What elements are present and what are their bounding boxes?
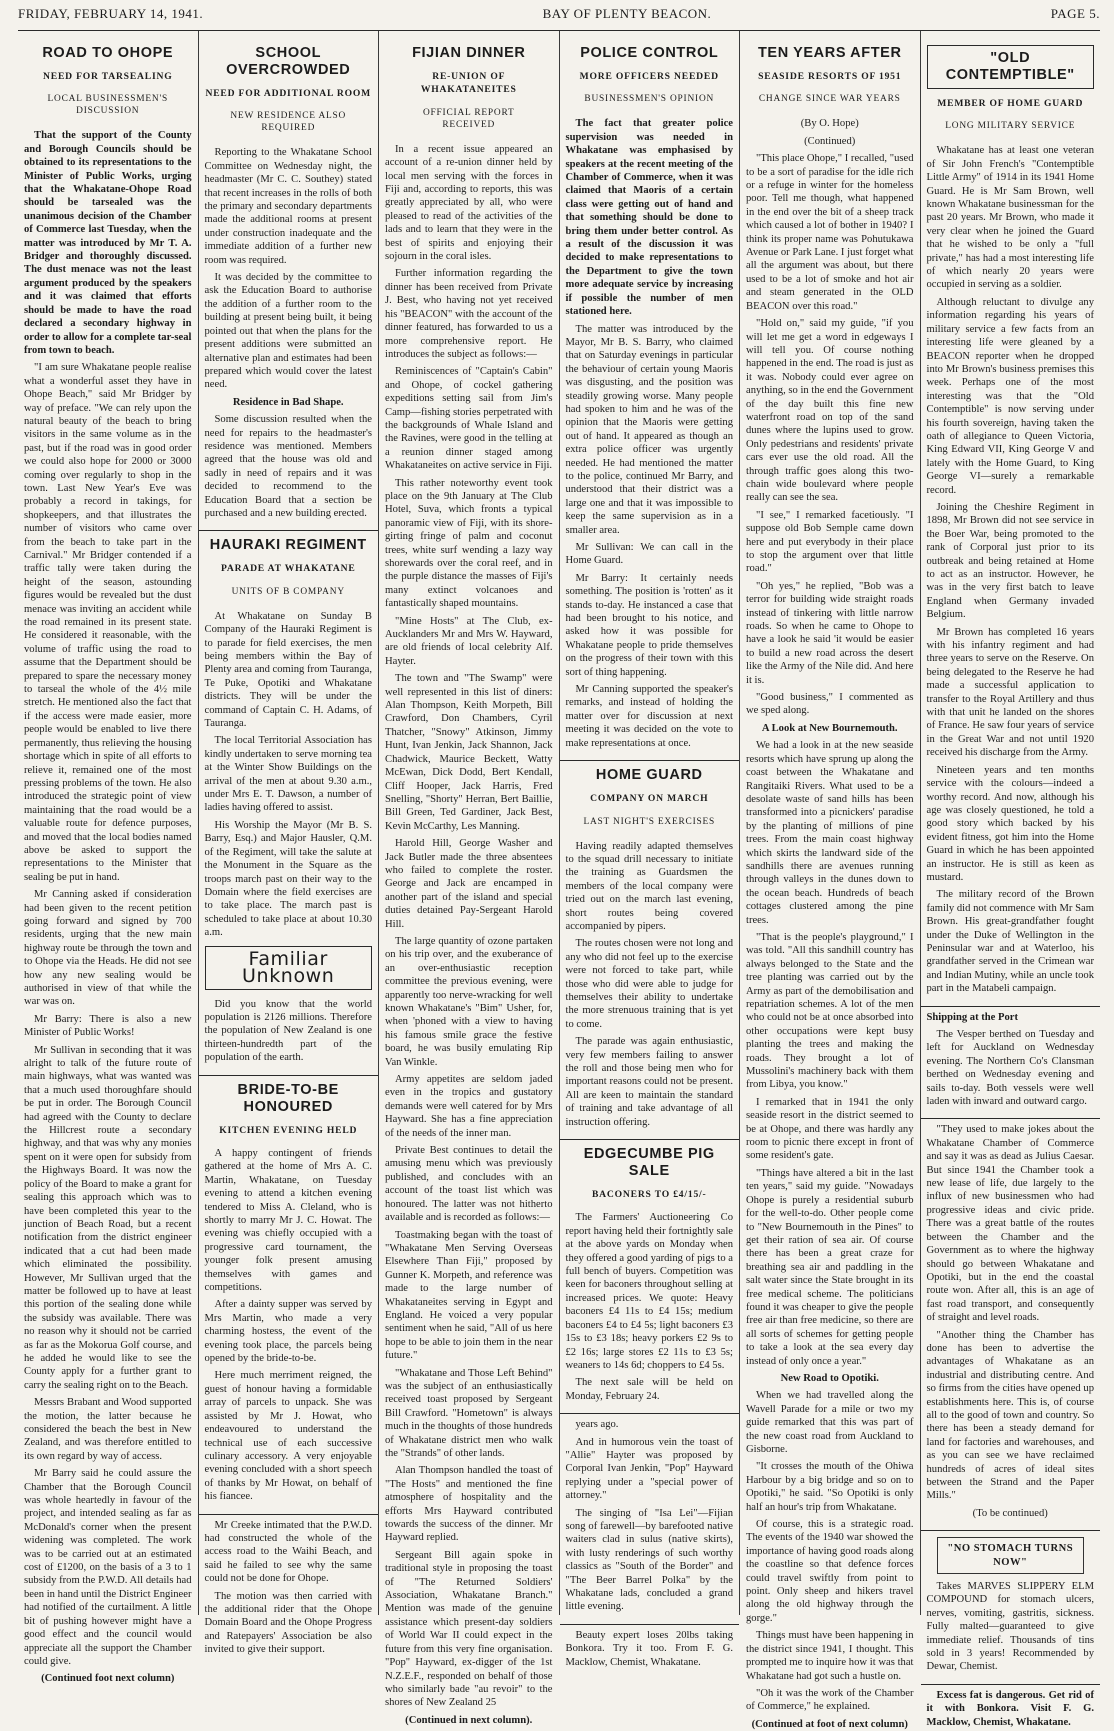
- article-lead: The fact that greater police supervision was needed in Whakatane was emphasised by speakers at the recent meeting of the Chamber of Commerce, when it was claimed that Maoris of a certain class were getting out of hand and that something should be done to bring them under better control. As a result of the discussion it was decided to make representations to the Department to give the town more adequate service by increasing if possible the number of men stationed here.: [565, 118, 733, 318]
- divider: [921, 1684, 1101, 1685]
- article-headline: EDGECUMBE PIG SALE: [583, 1146, 715, 1180]
- article-paragraph: The Farmers' Auctioneering Co report having held their fortnightly sale at the above yards on Monday when they offered a good yarding of pigs to a full bench of buyers. Competition was keen for baconers throughout selling at increased prices. We quote: Heavy baconers £4 11s to £4 15s; medium baconers £4 to £4 5s; light baconers £3 15s to £3 18s; heavy porkers £2 9s to £2 16s; large stores £2 11s to £3 5s; weaners to 14s 6d; choppers to £4 5s.: [565, 1212, 733, 1371]
- divider: [560, 1139, 740, 1140]
- article-paragraph: Harold Hill, George Washer and Jack Butler made the three absentees who failed to complete the roster. George and Jack are encamped in another part of the island and special duties detained Pay-Sergeant Harold Hill.: [385, 838, 553, 930]
- article-paragraph: Mr Sullivan: We can call in the Home Guard.: [565, 542, 733, 567]
- article-paragraph: Sergeant Bill again spoke in traditional style in proposing the toast of "The Returned Soldiers' Association, Whakatane Branch." Mention was made of the genuine assistance which present-day soldiers of World War II could expect in the future from this very fine organisation. "Pop" Hayward, ex-digger of the 1st N.Z.E.F., responded on behalf of those who similarly bade "au revoir" to the shores of New Zealand 25: [385, 1549, 553, 1709]
- article-headline: "OLD CONTEMPTIBLE": [927, 45, 1095, 89]
- article-subhead: PARADE AT WHAKATANE: [220, 563, 356, 575]
- article-headline: Familiar Unknown: [205, 946, 373, 990]
- article-paragraph: The singing of "Isa Lei"—Fijian song of farewell—by barefooted native waiters clad in sulus (native skirts), with lusty renderings of such worthy classics as "South of the Border" and "The Beer Barrel Polka" by the Whakatane lads, concluded a grand little evening.: [565, 1507, 733, 1613]
- article-paragraph: Mr Sullivan in seconding that it was alright to talk of the future route of main highways, what was wanted was that a much used thoroughfare should be put in order. The Borough Council had agreed with the County to declare the Hillcrest route a secondary highway, and that was why any monies spent on it were open for subsidy from the Highways Board. It was now the policy of the Board to make a grant for sealing this approach which was to have been completed this year to the junction of Beach Road, but a recent notification from the district engineer indicated that a cut had been made which eliminated the possibility. However, Mr Sullivan urged that the matter be followed up to have at least this portion of the sealing done while the subsidy was available. There was no reason why it should not be carried as far as the Mokorua Golf course, and he added he would like to see the County apply for a further grant to carry the sealing right on to the Beach.: [24, 1044, 192, 1391]
- article-subhead: NEED FOR ADDITIONAL ROOM: [205, 88, 372, 99]
- article-headline: BRIDE-TO-BE HONOURED: [237, 1081, 339, 1115]
- section-subhead: New Road to Opotiki.: [780, 1372, 879, 1384]
- article-subhead: SEASIDE RESORTS OF 1951: [758, 71, 902, 82]
- article-paragraph: Reporting to the Whakatane School Committee on Wednesday night, the headmaster (Mr C. C. Southey) stated that recent increases in the rolls of both the primary and secondary departments made the additional rooms at present under construction inadequate and the immediate addition of a further new room was required.: [204, 147, 372, 266]
- article-paragraph: And in humorous vein the toast of "Allie" Hayter was proposed by Corporal Ivan Jenkin, "Pop" Hayward replying under a "special power of attorney.": [565, 1436, 733, 1502]
- advertisement: Takes MARVES SLIPPERY ELM COMPOUND for stomach ulcers, nerves, vomiting, gastritis, sickness. Fully malted—guaranteed to give immediate relief. Thousands of tins sold in 3 years! Recommended by Dewar, Chemist.: [926, 1581, 1094, 1673]
- masthead-date: FRIDAY, FEBRUARY 14, 1941.: [18, 6, 204, 21]
- article-paragraph: The military record of the Brown family did not commence with Mr Sam Brown. His great-grandfather fought under the Duke of Wellington in the Peninsular war and at Waterloo, his grandfather served in the Crimean war and Indian Mutiny, while an uncle took part in the Matabeli campaign.: [926, 889, 1094, 995]
- article-paragraph: The motion was then carried with the additional rider that the Ohope Domain Board and the Ohope Progress and Ratepayers' Association be also invited to give their support.: [204, 1590, 372, 1656]
- article-paragraph: Private Best continues to detail the amusing menu which was previously published, and concludes with an account of the toast list which was honoured. The latter was not hitherto available and is recorded as follows:—: [385, 1145, 553, 1224]
- article-paragraph: "Hold on," said my guide, "if you will let me get a word in edgeways I will tell you. Of course nothing happened in the end. The road is just as it was. Nobody could ever agree on anything, so in the end the Government of the day built this fine new waterfront road on top of the sand dunes where the lupins used to grow. Only pedestrians and residents' private cars ever use the old road. All the through traffic goes along this two-chain wide boulevard where people really can see the sea.: [746, 318, 914, 504]
- article-paragraph: Army appetites are seldom jaded even in the tropics and gustatory demands were well catered for by Mrs Hayward. She has a fine appreciation of the needs of the inner man.: [385, 1074, 553, 1139]
- column-3: [379, 31, 560, 1726]
- article-paragraph: Joining the Cheshire Regiment in 1898, Mr Brown did not see service in the Boer War, being promoted to the rank of Corporal just prior to its outbreak and being retained at Home to act as an instructor. However, he was in the very first batch to leave England when Germany invaded Belgium.: [926, 501, 1094, 621]
- section-subhead: A Look at New Bournemouth.: [761, 722, 898, 734]
- article-paragraph: After a dainty supper was served by Mrs Martin, who made a very charming hostess, the event of the evening took place, the parcels being opened by the bride-to-be.: [204, 1299, 372, 1365]
- article-paragraph: Mr Barry: There is also a new Minister of Public Works!: [24, 1013, 192, 1039]
- article-subhead: BUSINESSMEN'S OPINION: [584, 94, 715, 105]
- article-paragraph: Here much merriment reigned, the guest of honour having a formidable array of parcels to unpack. She was assisted by Mr J. Howat, who endeavoured to understand the technical use of each successive culinary accessory. A very enjoyable evening concluded with a short speech of thanks by Mr Howat, on behalf of his fiancee.: [204, 1370, 372, 1503]
- article-paragraph: The Vesper berthed on Tuesday and left for Auckland on Wednesday evening. The Northern Co's Clansman berthed on Wednesday evening and sails to-day. Both vessels were well laden with inward and outward cargo.: [926, 1029, 1094, 1108]
- advertisement-headline: "NO STOMACH TURNS NOW": [937, 1537, 1085, 1574]
- column-6: [921, 31, 1101, 1728]
- article-paragraph: Mr Creeke intimated that the P.W.D. had constructed the whole of the access road to the Waihi Beach, and said he failed to see why the same could not be done for Ohope.: [204, 1519, 372, 1585]
- article-paragraph: Nineteen years and ten months service with the colours—indeed a worthy record. And now, although his age was closely questioned, he told a good story which backed by his evident fitness, got him into the Home Guard in which he has been appointed an instructor. He is still as keen as mustard.: [926, 764, 1094, 883]
- advertisement: Beauty expert loses 20lbs taking Bonkora. Try it too. From F. G. Macklow, Chemist, Whakatane.: [565, 1629, 733, 1668]
- article-subhead: UNITS OF B COMPANY: [231, 586, 345, 597]
- article-paragraph: "Good business," I commented as we sped along.: [746, 692, 914, 717]
- article-headline: ROAD TO OHOPE: [42, 45, 174, 61]
- divider: [199, 1075, 379, 1076]
- article-paragraph: The local Territorial Association has kindly undertaken to serve morning tea at the Winter Show Buildings on the arrival of the men at about 9.30 a.m., under Mrs E. T. Dawson, a number of ladies having offered to assist.: [204, 735, 372, 814]
- article-paragraph: Mr Barry: It certainly needs something. The position is 'rotten' as it stands to-day. He instanced a case that had been brought to his notice, and asked how it was possible for Whakatane people to pride themselves on the progress of their town with this sort of thing happening.: [565, 572, 733, 678]
- article-paragraph: Although reluctant to divulge any information regarding his years of military service a few facts from an interesting life were gleaned by a BEACON reporter when he dropped into Mr Brown's business premises this week. Perhaps one of the most interesting was that the "Old Contemptible" is now serving under his fourth sovereign, having taken the oath of allegiance to Queen Victoria, King Edward VII, King George V and lately with the Home Guard, to King George VI—surely a remarkable record.: [926, 296, 1094, 496]
- article-subhead: NEW RESIDENCE ALSO REQUIRED: [230, 111, 347, 134]
- article-paragraph: "That is the people's playground," I was told. "All this sandhill country has always belonged to the State and the tree planting was carried out by the Army as part of the demobilisation and repatriation schemes. A lot of the men who could not be at once absorbed into other occupations were kept busy planting the trees and making the roads. They brought a lot of Mussolini's machinery back with them from Libya, you know.": [746, 931, 914, 1091]
- article-subhead: MEMBER OF HOME GUARD: [937, 98, 1084, 109]
- article-paragraph: years ago.: [575, 1419, 619, 1431]
- section-subhead: Residence in Bad Shape.: [232, 396, 344, 408]
- article-headline: TEN YEARS AFTER: [757, 45, 902, 61]
- article-paragraph: "This place Ohope," I recalled, "used to be a sort of paradise for the idle rich or a refuge in winter for the homeless poor. Tell me though, what happened in the end over the bit of a sheep track which caused a lot of bother in 1940? I think its proper name was Pohutukawa Avenue or Park Lane. I just forget what all the argument was about, but there used to be a lot of smoke and hot air and steam generated in the OLD BEACON over this road.": [746, 153, 914, 312]
- divider: [921, 1006, 1101, 1007]
- article-paragraph: Reminiscences of "Captain's Cabin" and Ohope, of cockel gathering expeditions setting sail from Jim's Camp—fishing stories perpetrated with the backgrounds of Whale Island and the Ravines, were good in the telling at a reunion dinner staged among Whakataneites on active service in Fiji.: [385, 366, 553, 472]
- column-5: [740, 31, 921, 1730]
- article-subhead: LOCAL BUSINESSMEN'S DISCUSSION: [47, 94, 168, 117]
- article-subhead: COMPANY ON MARCH: [590, 793, 709, 805]
- article-paragraph: His Worship the Mayor (Mr B. S. Barry, Esq.) and Major Hausler, Q.M. of the Regiment, will take the salute at the Monument in the Square as the troops march past on their way to the Domain where the field exercises are to take place. The march past is scheduled to take place at about 10.30 a.m.: [204, 819, 372, 939]
- article-paragraph: In a recent issue appeared an account of a re-union dinner held by local men serving with the forces in Fiji and, according to reports, this was greatly appreciated by all, who were pleased to read of the activities of the lads and to learn that they were in the best of spirits and enjoying their sojourn in the coral isles.: [385, 143, 553, 263]
- article-subhead: NEED FOR TARSEALING: [43, 71, 173, 82]
- masthead: [18, 6, 1100, 31]
- article-paragraph: I remarked that in 1941 the only seaside resort in the district seemed to be at Ohope, and there was hardly any room to picnic there except in front of some resident's gate.: [746, 1096, 914, 1162]
- article-paragraph: The routes chosen were not long and any who did not feel up to the exercise were not forced to take part, while those who did were able to judge for themselves their ability to undertake the more strenuous training that is yet to come.: [565, 938, 733, 1030]
- article-paragraph: Toastmaking began with the toast of "Whakatane Men Serving Overseas Elsewhere Than Fiji," proposed by Gunner K. Morpeth, and reference was made to the large number of Whakataneites serving in Egypt and England. He voiced a very popular sentiment when he said, "All of us here hope to be able to join them in the near future.": [385, 1229, 553, 1362]
- article-headline: POLICE CONTROL: [580, 45, 719, 61]
- article-paragraph: The town and "The Swamp" were well represented in this list of diners: Alan Thompson, Keith Morpeth, Bill Crawford, Don Chambers, Cyril Thatcher, "Snowy" Atkinson, Jimmy Hunt, Ivan Jenkin, Jack Shannon, Jack Chadwick, Maurice Beckett, Watty McEwan, Dick Dodd, Bert Kendall, Cliff Hooper, Jack Harris, Fred Snelling, "Shorty" Herran, Bert Baillie, Bill Green, Ted Gardiner, Jack Best, Kevin McCarthy, Les Manning.: [385, 673, 553, 832]
- article-paragraph: Mr Brown has completed 16 years with his infantry regiment and had three years to serve on the Reserve. On being delegated to the Reserve he had made a successful application to transfer to the Royal Artillery and thus with that unit he landed on the shores of France. He saw four years of service in the Great War and not until 1920 received his discharge from the Army.: [926, 626, 1094, 759]
- article-paragraph: "I see," I remarked facetiously. "I suppose old Bob Semple came down here and put everybody in their place to stop the argument over that little road.": [746, 509, 914, 575]
- divider: [560, 1413, 740, 1414]
- article-subhead: RE-UNION OF WHAKATANEITES: [420, 71, 517, 96]
- article-headline: HOME GUARD: [595, 767, 703, 784]
- article-paragraph: Did you know that the world population is 2126 millions. Therefore the population of New Zealand is one thirteen-hundredth part of the population of the earth.: [204, 998, 372, 1064]
- advertisement: Excess fat is dangerous. Get rid of it with Bonkora. Visit F. G. Macklow, Chemist, Whakatane.: [926, 1689, 1094, 1728]
- article-paragraph: "Oh yes," he replied, "Bob was a terror for building wide straight roads instead of tinkering with little narrow roads. So when he came to Ohope to have a look he said 'it would be easier to build a new road across the desert like the Army of the Nile did. And here it is.: [746, 580, 914, 686]
- article-paragraph: "Mine Hosts" at The Club, ex-Aucklanders Mr and Mrs W. Hayward, are old friends of local celebrity Alf. Hayter.: [385, 615, 553, 667]
- article-subhead: MORE OFFICERS NEEDED: [579, 71, 719, 82]
- article-paragraph: The matter was introduced by the Mayor, Mr B. S. Barry, who claimed that on Saturday evenings in particular the behaviour of certain young Maoris was disgusting, and the position was steadily growing worse. Many people had spoken to him and he was of the opinion that the Maoris were getting out of hand. It appeared as though an extra police officer was urgently needed. He had mentioned the matter to the police, continued Mr Barry, and understood that their district was a large one and that it was impossible to keep the same supervision as in a smaller area.: [565, 323, 733, 536]
- article-paragraph: It was decided by the committee to ask the Education Board to authorise the addition of a further room to the building at present being built, it being pointed out that when the plans for the present additions were submitted an alternative plan and estimates had been prepared which would cover the latest need.: [204, 272, 372, 391]
- article-paragraph: When we had travelled along the Wavell Parade for a mile or two my guide remarked that this was part of the new coast road from Auckland to Gisborne.: [746, 1390, 914, 1455]
- article-subhead: BACONERS TO £4/15/-: [591, 1189, 707, 1201]
- article-headline: HAURAKI REGIMENT: [209, 537, 367, 554]
- article-subhead: OFFICIAL REPORT RECEIVED: [422, 107, 515, 130]
- article-paragraph: Whakatane has at least one veteran of Sir John French's "Contemptible Little Army" of 1914 in its 1941 Home Guard. He is Mr Sam Brown, well known Whakatane businessman for the past 20 years. Mr Brown, who made it very clear when he joined the Guard that he wished to be only a "full private," has had a most interesting life of which nearly 20 years were occupied in serving as a soldier.: [926, 145, 1094, 291]
- divider: [199, 1514, 379, 1515]
- article-paragraph: Things must have been happening in the district since 1941, I thought. This prompted me to inquire how it was that Whakatane had got such a hustle on.: [746, 1630, 914, 1682]
- article-paragraph: Mr Barry said he could assure the Chamber that the Borough Council was whole heartedly in favour of the project, and intended sealing as far as McDonald's corner when the present widening was completed. The work was to be carried out at an estimated cost of £1200, on the basis of a 3 to 1 subsidy from the P.W.D. All details had been in hand until the District Engineer had notified of the curtailment. A little bit of pushing however might have a good effect and the council would appreciate all the support the Chamber could give.: [24, 1468, 192, 1667]
- article-paragraph: The large quantity of ozone partaken on his trip over, and the exuberance of an over-enthusiastic reception committee the previous evening, were apparently too nerve-wracking for well known Whakatane's "Bim" Usher, for, when 'phoned with a view to having his famous smile grace the festive board, he was busily emulating Rip Van Winkle.: [385, 935, 553, 1068]
- divider: [199, 530, 379, 531]
- article-headline: FIJIAN DINNER: [412, 45, 526, 61]
- divider: [921, 1118, 1101, 1119]
- article-paragraph: "Another thing the Chamber has done has been to advertise the advantages of Whakatane as an industrial and distributing centre. And so firms from the cities have opened up establishments here. This is, of course all to the good of town and country. So there has been a steady demand for land for factories and warehouses, and as you can see we have reclaimed hundreds of acres of ideal sites between the Strand and the Paper Mills.": [926, 1329, 1094, 1502]
- article-paragraph: Alan Thompson handled the toast of "The Hosts" and mentioned the fine atmosphere of hospitality and the efforts Mrs Hayward contributed towards the success of the dinner. Mr Hayward replied.: [385, 1465, 553, 1544]
- masthead-title: BAY OF PLENTY BEACON.: [542, 6, 712, 21]
- divider: [560, 1624, 740, 1625]
- article-subhead: KITCHEN EVENING HELD: [219, 1124, 358, 1136]
- article-lead: That the support of the County and Borough Councils should be obtained to its representations to the Minister of Public Works, urging that the Whakatane-Ohope Road should be tarsealed was the unanimous decision of the Chamber of Commerce last Tuesday, when the matter was introduced by Mr T. A. Bridger and thoroughly discussed. The dust menace was not the least argument produced by the speakers and it was claimed that efforts should be made to have the road declared a secondary highway in order to allow for a complete tar-seal from town to beach.: [24, 130, 192, 356]
- column-4: [560, 31, 741, 1668]
- article-paragraph: We had a look in at the new seaside resorts which have sprung up along the coast between the Whakatane and Rangitaiki Rivers. What used to be a desolate waste of sand hills has been transformed into a picnickers' paradise by the planting of millions of pine trees. From the main coast highway which skirts the landward side of the sandhills there are avenues running through valleys in the dunes down to the ocean beach. Hundreds of beach cottages clustered among the pine trees.: [746, 740, 914, 926]
- masthead-page: PAGE 5.: [1050, 6, 1100, 21]
- article-paragraph: "Whakatane and Those Left Behind" was the subject of an enthusiastically received toast proposed by Sergeant Bill Crawford. "Hometown" is always much in the thoughts of those hundreds of Whakatane district men who walk the "Strands" of other lands.: [385, 1367, 553, 1459]
- article-subhead: CHANGE SINCE WAR YEARS: [758, 94, 901, 105]
- byline-status: (Continued): [804, 135, 856, 147]
- continued-note: (Continued in next column).: [405, 1714, 533, 1726]
- column-2: [199, 31, 380, 1656]
- article-paragraph: This rather noteworthy event took place on the 9th January at The Club Hotel, Suva, which fronts a typical panoramic view of Fiji, with its shore-girting fringe of palm and coconut trees, white surf wending a lazy way shorewards over the coral reef, and in the purple distance the masses of Fiji's many extinct volcanoes and fantastically shaped mountains.: [385, 477, 553, 610]
- continued-note: (Continued at foot of next column): [751, 1718, 908, 1730]
- section-subhead: Shipping at the Port: [926, 1011, 1019, 1023]
- article-paragraph: Further information regarding the dinner has been received from Private J. Best, who having not yet received his "BEACON" with the account of the dinner featured, has forwarded to us a more comprehensive report. He introduces the subject as follows:—: [385, 268, 553, 360]
- article-paragraph: "They used to make jokes about the Whakatane Chamber of Commerce and say it was as dead as Julius Caesar. But since 1941 the Chamber took a new lease of life, due largely to the influx of new businessmen who had progressive ideas and civic pride. There was a great battle of the routes between the Chamber and the Government as to where the highway should go between Whakatane and Opotiki, but in the end the coastal route won. After all, this is an age of fast road transport, and consequently of straight and level roads.: [926, 1124, 1094, 1324]
- article-paragraph: "It crosses the mouth of the Ohiwa Harbour by a big bridge and so on to Opotiki," he said. "So Opotiki is only half an hour's trip from Whakatane.: [746, 1461, 914, 1513]
- article-paragraph: At Whakatane on Sunday B Company of the Hauraki Regiment is to parade for field exercises, the men being members within the Bay of Plenty area and coming from Tauranga, Te Puke, Opotiki and Whakatane districts. They will be under the command of Captain C. H. Adams, of Tauranga.: [204, 610, 372, 730]
- article-headline: SCHOOL OVERCROWDED: [226, 45, 351, 78]
- article-paragraph: Mr Canning supported the speaker's remarks, and instead of holding the matter over for discussion at next meeting it was decided on the vote to make representations at once.: [565, 684, 733, 749]
- article-paragraph: The parade was again enthusiastic, very few members failing to answer the roll and those being men who for important reasons could not be present. All are keen to maintain the standard of training and take advantage of all instruction offering.: [565, 1036, 733, 1128]
- article-paragraph: A happy contingent of friends gathered at the home of Mrs A. C. Martin, Whakatane, on Tuesday evening to attend a kitchen evening tendered to Miss A. Cleland, who is shortly to marry Mr J. C. Howat. The evening was chiefly occupied with a progressive card tournament, the younger folk present amusing themselves with games and competitions.: [204, 1147, 372, 1294]
- article-paragraph: "Oh it was the work of the Chamber of Commerce," he explained.: [746, 1687, 914, 1713]
- continued-note: (Continued foot next column): [41, 1673, 175, 1685]
- article-paragraph: Having readily adapted themselves to the squad drill necessary to initiate the training as Guardsmen the members of the local company were tried out on the march last evening, short routes being covered accompanied by pipers.: [565, 840, 733, 932]
- article-paragraph: "Things have altered a bit in the last ten years," said my guide. "Nowadays Ohope is purely a residential suburb for the well-to-do. Other people come to "New Bournemouth in the Pines" to get their ration of sea air. Of course there has been a great craze for breathing sea air and paddling in the salt water since the State brought in its free medical scheme. The politicians found it was cheaper to give the people free air than free medicine, so there are all sorts of schemes for getting people to take a look at the sea every day instead of only once a year.": [746, 1167, 914, 1367]
- divider: [560, 760, 740, 761]
- article-paragraph: Some discussion resulted when the need for repairs to the headmaster's residence was mentioned. Members agreed that the house was old and sadly in need of repairs and it was decided to recommend to the Education Board that a section be purchased and a new building erected.: [204, 414, 372, 519]
- article-paragraph: "I am sure Whakatane people realise what a wonderful asset they have in Ohope Beach," said Mr Bridger by way of preface. "We can rely upon the natural beauty of the beach to bring visitors in the same volume as in the past, but if the road was in good order we could also hope for 2000 or 3000 coming over regularly to shop in the town. Last New Year's Eve was probably a record in takings, for shopkeepers, and that illustrates the number of visitors who came over from the beach to take part in the Carnival." Mr Bridger contended if a traffic tally were taken during the height of the season, astounding figures would be revealed but the dust menace was inviting an accident while the road remained in its present state. He considered it reasonable, with the volume of traffic using the road to assume that the Department should be prepared to spare the necessary money to tarseal the whole of the 4½ mile stretch. He mentioned also the fact that if the access were made easier, more people would be enabled to live there permanently, thus relieving the housing shortage which in spite of all efforts to relieve it, remained one of the most pressing problems of the town. He also introduced the strategic point of view maintaining that the road would be a valuable route for defence purposes, and moved that the local bodies named above be asked to support the representations to the Minister that sealing be put in hand.: [24, 362, 192, 883]
- article-subhead: LONG MILITARY SERVICE: [945, 121, 1076, 132]
- article-paragraph: Mr Canning asked if consideration had been given to the recent petition going forward and signed by 700 residents, urging that the new main highway route be through the town and to Ohope via the Heads. He did not see how any new sealing would be authorised in view of that while the war was on.: [24, 889, 192, 1008]
- article-paragraph: The next sale will be held on Monday, February 24.: [565, 1377, 733, 1402]
- continued-note: (To be continued): [972, 1507, 1048, 1519]
- article-subhead: LAST NIGHT'S EXERCISES: [583, 816, 716, 827]
- article-paragraph: Messrs Brabant and Wood supported the motion, the latter because he considered the beach the best in New Zealand, and was therefore entitled to its own regard by way of access.: [24, 1397, 192, 1462]
- byline: (By O. Hope): [800, 118, 859, 130]
- divider: [921, 1530, 1101, 1531]
- column-1: [18, 31, 199, 1685]
- article-paragraph: Of course, this is a strategic road. The events of the 1940 war showed the importance of having good roads along the coastline so that defence forces could travel swiftly from point to point. Only sheep and hikers travel along the old highway through the gorge.": [746, 1519, 914, 1624]
